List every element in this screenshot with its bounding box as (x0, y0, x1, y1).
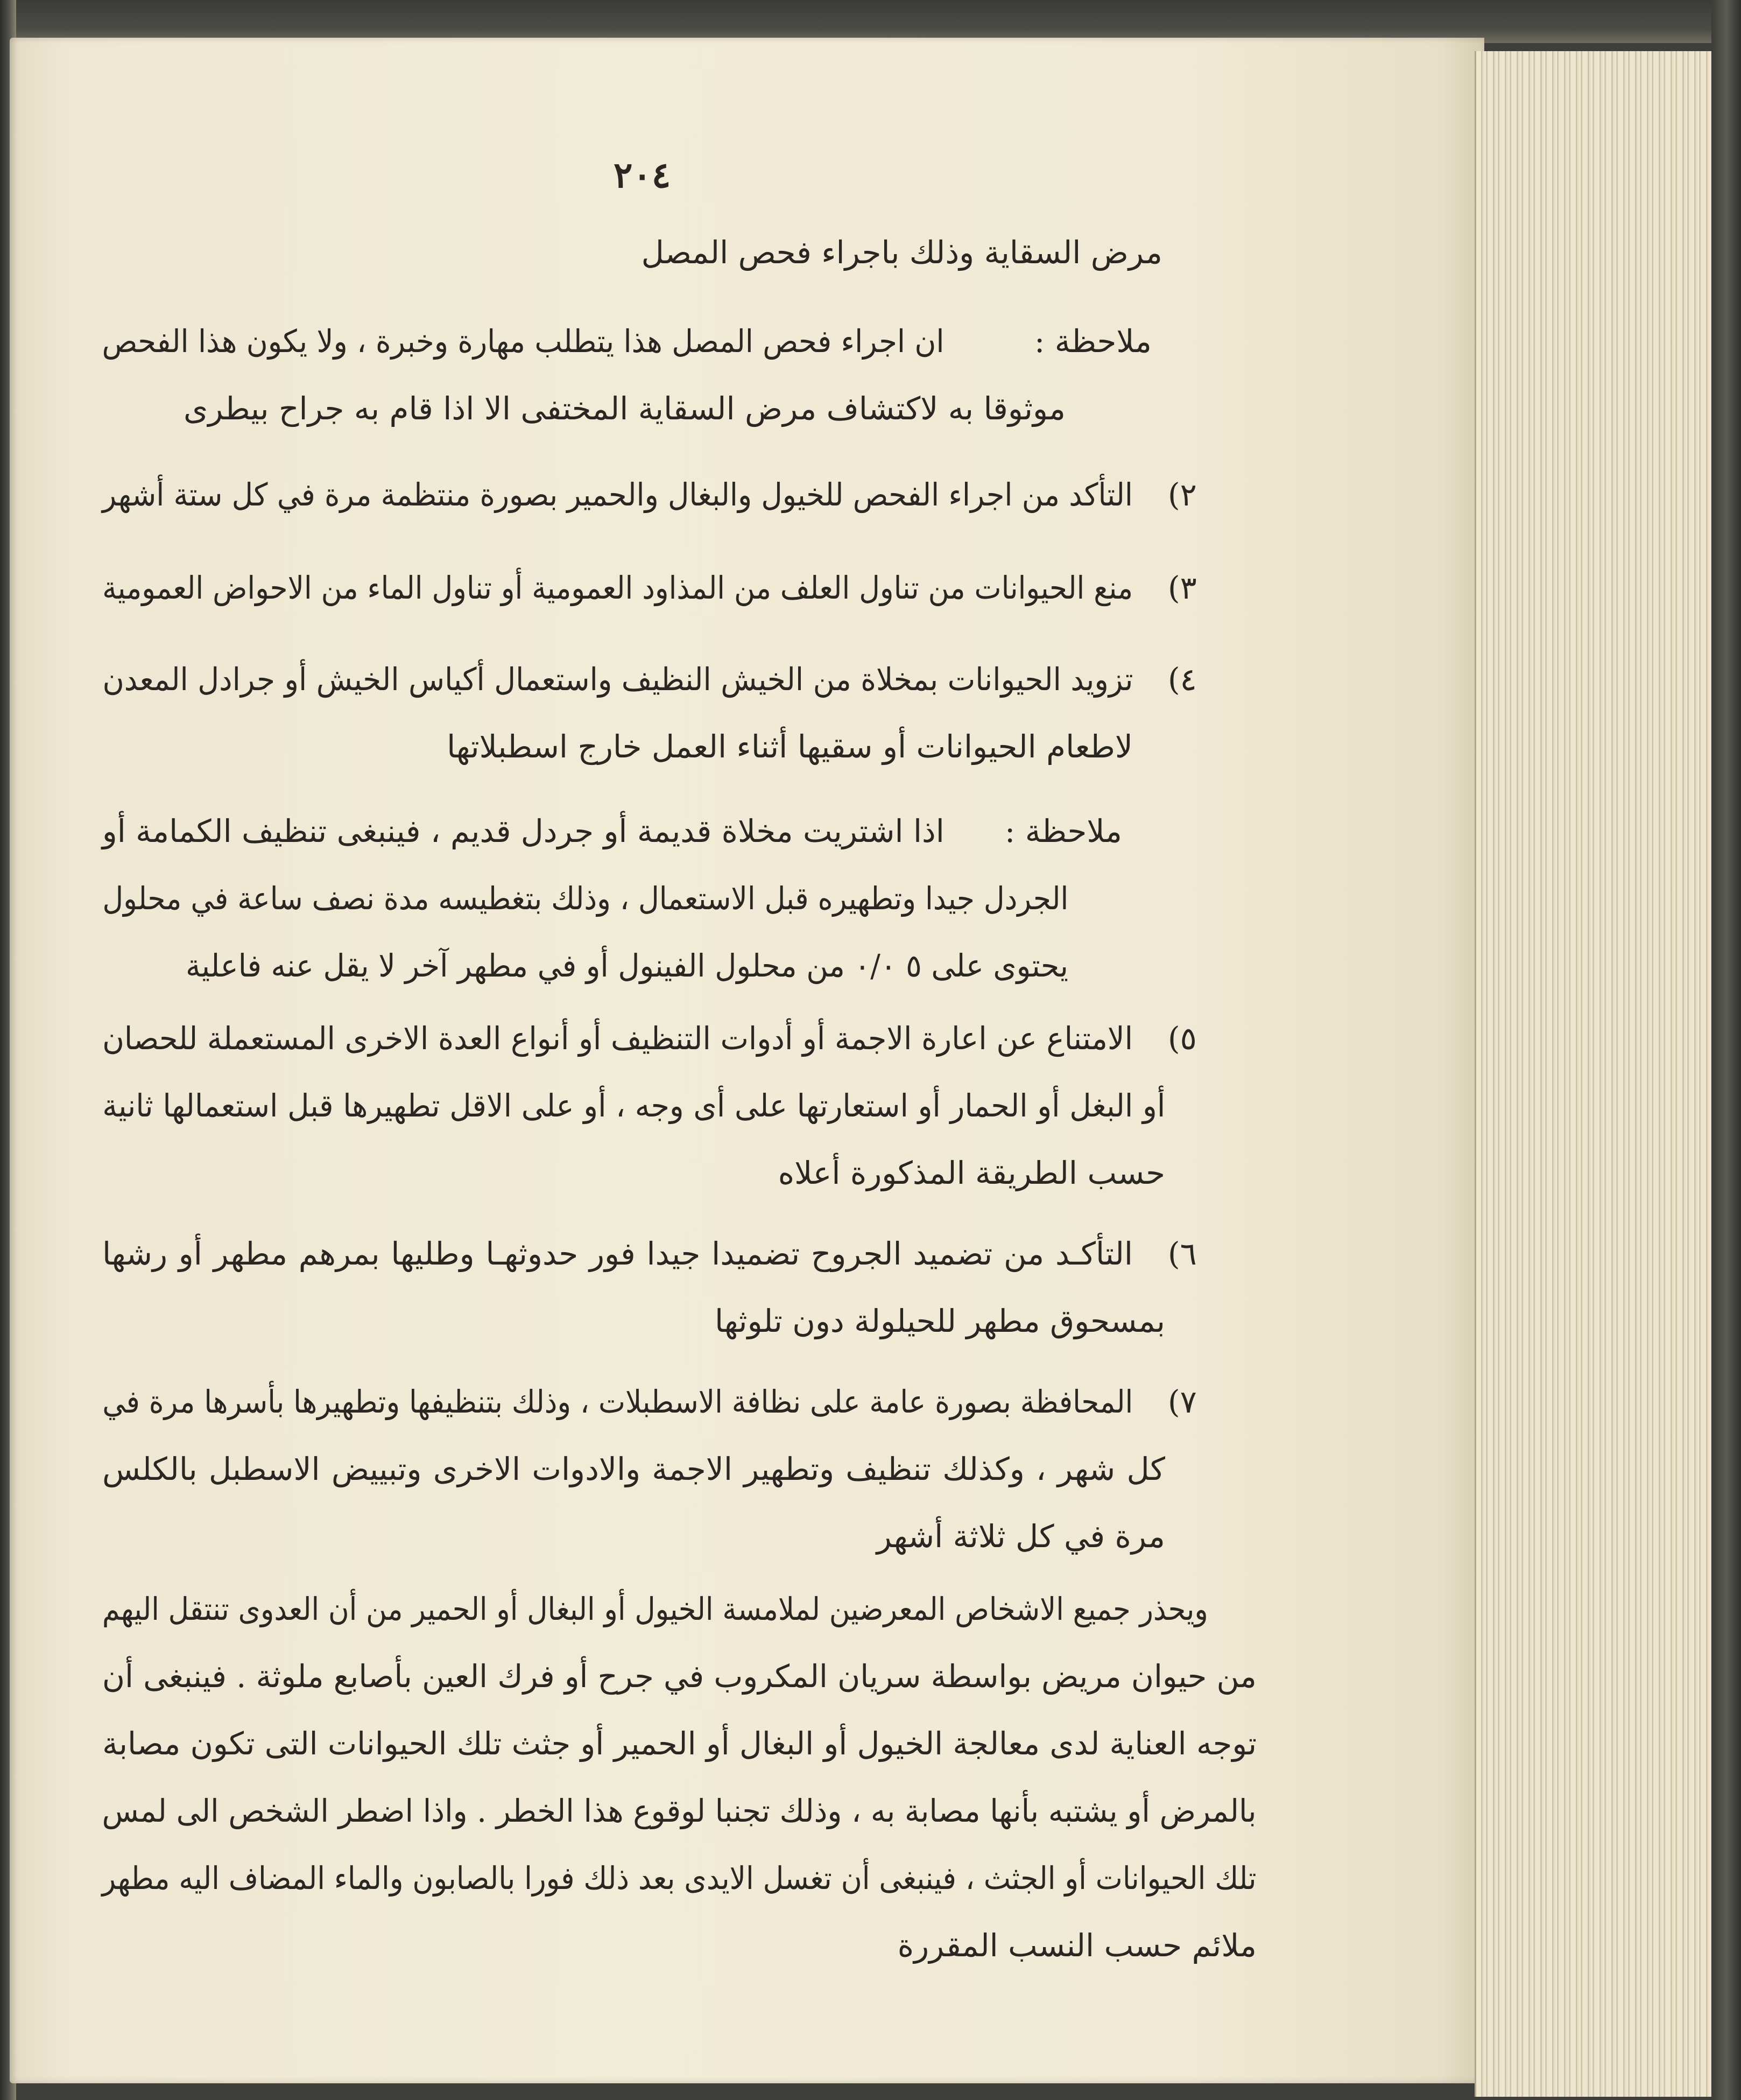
closing-line2: من حيوان مريض بواسطة سريان المكروب في جرح أو فرك العين بأصابع ملوثة . فينبغى أن (102, 1658, 1257, 1695)
item4-line1: تزويد الحيوانات بمخلاة من الخيش النظيف واستعمال أكياس الخيش أو جرادل المعدن (102, 661, 1133, 698)
item4-line2: لاطعام الحيوانات أو سقيها أثناء العمل خارج اسطبلاتها (447, 728, 1133, 765)
item5-line1: الامتناع عن اعارة الاجمة أو أدوات التنظيف أو أنواع العدة الاخرى المستعملة للحصان (102, 1020, 1133, 1057)
note1-label: ملاحظة : (1034, 323, 1152, 360)
item5-line3: حسب الطريقة المذكورة أعلاه (778, 1155, 1165, 1191)
note2-line2: الجردل جيدا وتطهيره قبل الاستعمال ، وذلك بتغطيسه مدة نصف ساعة في محلول (102, 880, 1068, 917)
book-cover-top (0, 0, 1741, 43)
closing-line6: ملائم حسب النسب المقررة (897, 1927, 1257, 1964)
item2-line1: التأكد من اجراء الفحص للخيول والبغال والحمير بصورة منتظمة مرة في كل ستة أشهر (102, 476, 1133, 513)
page-number: ٢٠٤ (614, 154, 671, 196)
book-cover-right (1711, 0, 1741, 2100)
page-edges-stack (1475, 51, 1721, 2097)
closing-line4: بالمرض أو يشتبه بأنها مصابة به ، وذلك تجنبا لوقوع هذا الخطر . واذا اضطر الشخص الى لمس (102, 1793, 1257, 1829)
note1-line1: ان اجراء فحص المصل هذا يتطلب مهارة وخبرة ، ولا يكون هذا الفحص (102, 323, 944, 360)
item3-number: ٣) (1168, 570, 1197, 606)
intro-line: مرض السقاية وذلك باجراء فحص المصل (641, 234, 1162, 271)
note2-label: ملاحظة : (1004, 813, 1122, 849)
closing-line5: تلك الحيوانات أو الجثث ، فينبغى أن تغسل الايدى بعد ذلك فورا بالصابون والماء المضاف اليه مطهر (102, 1860, 1257, 1897)
note1-line2: موثوقا به لاكتشاف مرض السقاية المختفى الا اذا قام به جراح بيطرى (183, 390, 1066, 427)
item7-line2: كل شهر ، وكذلك تنظيف وتطهير الاجمة والادوات الاخرى وتبييض الاسطبل بالكلس (102, 1451, 1165, 1487)
item7-number: ٧) (1168, 1383, 1197, 1420)
item6-line2: بمسحوق مطهر للحيلولة دون تلوثها (715, 1303, 1165, 1339)
item2-number: ٢) (1168, 476, 1197, 513)
item3-line1: منع الحيوانات من تناول العلف من المذاود العمومية أو تناول الماء من الاحواض العمومية (102, 570, 1133, 606)
item7-line3: مرة في كل ثلاثة أشهر (876, 1518, 1165, 1555)
item4-number: ٤) (1168, 661, 1197, 698)
item5-number: ٥) (1168, 1020, 1197, 1057)
note2-line3: يحتوى على ٥ ٠/٠ من محلول الفينول أو في مطهر آخر لا يقل عنه فاعلية (186, 947, 1068, 984)
closing-line1: ويحذر جميع الاشخاص المعرضين لملامسة الخيول أو البغال أو الحمير من أن العدوى تنتقل اليهم (102, 1591, 1208, 1627)
item6-line1: التأكـد من تضميد الجروح تضميدا جيدا فور حدوثهـا وطليها بمرهم مطهر أو رشها (102, 1235, 1133, 1272)
note2-line1: اذا اشتريت مخلاة قديمة أو جردل قديم ، فينبغى تنظيف الكمامة أو (102, 813, 944, 849)
item7-line1: المحافظة بصورة عامة على نظافة الاسطبلات ، وذلك بتنظيفها وتطهيرها بأسرها مرة في (102, 1383, 1133, 1420)
closing-line3: توجه العناية لدى معالجة الخيول أو البغال أو الحمير أو جثث تلك الحيوانات التى تكون مصابة (102, 1725, 1257, 1762)
item5-line2: أو البغل أو الحمار أو استعارتها على أى وجه ، أو على الاقل تطهيرها قبل استعمالها ثانية (102, 1087, 1165, 1124)
item6-number: ٦) (1168, 1235, 1197, 1272)
